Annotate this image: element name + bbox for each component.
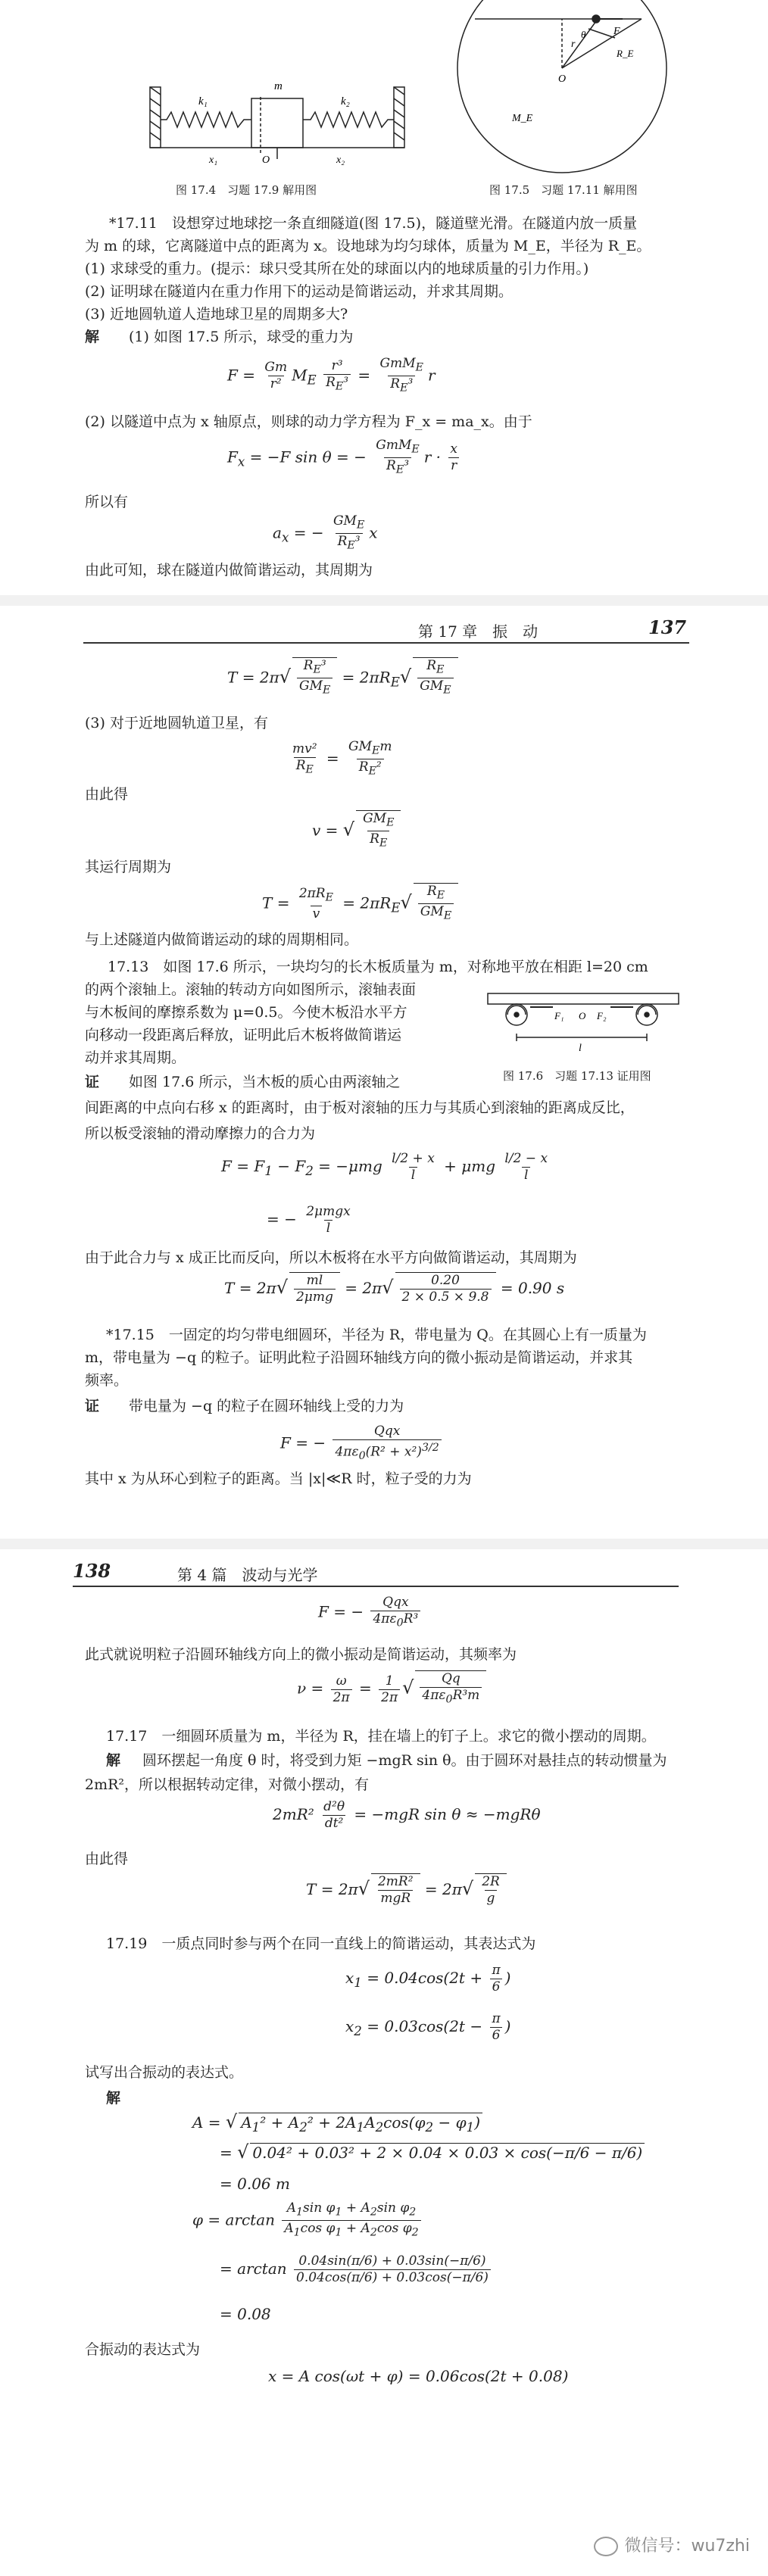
equation-ring-force: F = − $\frac{\text{Qqx}}{4\pi\varepsilon_0(R^2 + x^2)^{3/2}}$ [280,1424,444,1464]
page-section-1 [0,0,768,595]
equation-friction-result: = − $\frac{\text{2μmgx}}{l}$ [267,1204,351,1236]
label-m: m [274,80,283,92]
label-RE: R_E [617,48,634,59]
label-O: O [262,154,270,166]
proof-label-17-13: 证 [85,1074,100,1090]
problem-17-11-line4: (2) 证明球在隧道内在重力作用下的运动是简谐运动，并求其周期。 [85,283,513,300]
proof-label-17-15: 证 [85,1398,100,1414]
problem-17-13-line4: 向移动一段距离后释放，证明此后木板将做简谐运 [85,1027,402,1043]
proof-17-15-line2: 其中 x 为从环心到粒子的距离。当 |x|≪R 时，粒子受的力为 [85,1470,472,1487]
solution-label-17-19: 解 [106,2090,121,2107]
solution-17-19-line1: 合振动的表达式为 [85,2341,201,2358]
label-k2: k₂ [341,95,350,108]
label-x2: x₂ [336,154,345,166]
label-theta: θ [581,29,586,40]
equation-x2: $x_2 = 0.03\cos(2t$ − $\frac{\pi}{6}$ ) [345,2011,511,2043]
problem-17-15-line1: *17.15 一固定的均匀带电细圆环，半径为 R，带电量为 Q。在其圆心上有一质量为 [106,1327,647,1343]
proof-17-13-line2: 间距离的中点向右移 x 的距离时，由于板对滚轴的压力与其质心到滚轴的距离成反比， [85,1099,635,1116]
equation-friction-sum: $F = F_1 - F_2 = -\mu mg$ $\frac{l/2 + x}{l}$ + μmg $\frac{l/2 - x}{l}$ [221,1151,548,1183]
equation-ring-force-approx: F = − $\frac{\text{Qqx}}{4\pi\varepsilon_0R^3}$ [318,1595,423,1631]
proof-17-15-line1: 带电量为 −q 的粒子在圆环轴线上受的力为 [129,1398,404,1414]
equation-phase-values: = arctan $\frac{0.04\sin(\pi/6) + 0.03\sin(-\pi/6)}{0.04\cos(\pi/6) + 0.03\cos(-\pi/6)}$ [220,2253,493,2286]
solution-label: 解 [85,329,100,345]
page-section-2 [0,606,768,1539]
equation-velocity: v = √ $\frac{GM_E}{R_E}$ [312,810,401,852]
label-O-2: O [558,73,567,85]
solution-line4: 由此可知，球在隧道内做简谐运动，其周期为 [85,562,373,579]
part-title: 第 4 篇 波动与光学 [177,1566,318,1584]
page-number-137: 137 [648,616,687,638]
equation-amplitude-values: = √ 0.04² + 0.03² + 2 × 0.04 × 0.03 × cos(−π/6 − π/6) [220,2141,645,2163]
figure-caption-17-4: 图 17.4 习题 17.9 解用图 [176,183,317,197]
problem-17-11-line5: (3) 近地圆轨道人造地球卫星的周期多大? [85,306,348,323]
equation-rotation: 2mR² $\frac{\text{d²θ}}{\text{dt²}}$ = −mgR sin θ ≈ −mgRθ [273,1799,541,1831]
equation-period-ring: T = 2π√ $\frac{\text{2mR²}}{\text{mgR}}$ = 2π√ $\frac{2R}{g}$ [306,1873,507,1907]
label-ME: M_E [512,113,533,124]
page-separator-2 [0,1539,768,1549]
page-separator-1 [0,595,768,606]
equation-result: x = A cos(ωt + φ) = 0.06cos(2t + 0.08) [268,2367,569,2385]
satellite-line4: 与上述隧道内做简谐运动的球的周期相同。 [85,931,359,948]
equation-x1: $x_1 = 0.04\cos(2t$ + $\frac{\pi}{6}$ ) [345,1963,511,1994]
header-rule [83,642,689,644]
problem-17-13-line2: 的两个滚轴上。滚轴的转动方向如图所示，滚轴表面 [85,981,417,998]
wechat-icon [594,2537,618,2556]
equation-gravity: F = $\frac{Gm}{\text{r²}}$ $M_E$ $\frac{\text{r³}}{R_E^3}$ = $\frac{GmM_E}{R_E^3}$ r [227,356,436,397]
equation-frequency: ν = $\frac{\omega}{2\pi}$ = $\frac{1}{2\pi}$ √ $\frac{Qq}{4\pi\varepsilon_0R^3m}$ [297,1670,486,1707]
proof-17-13-line3: 所以板受滚轴的滑动摩擦力的合力为 [85,1125,316,1142]
problem-17-19-line2: 试写出合振动的表达式。 [85,2064,244,2081]
proof-17-13-line1: 如图 17.6 所示，当木板的质心由两滚轴之 [129,1074,401,1090]
problem-17-17-line1: 17.17 一细圆环质量为 m，半径为 R，挂在墙上的钉子上。求它的微小摆动的周期。 [106,1728,656,1745]
equation-phase: φ = arctan $\frac{A_1\sin \varphi_1 + A_2\sin \varphi_2}{A_1\cos \varphi_1 + A_2\cos \varphi_2}$ [192,2200,423,2241]
solution-label-17-17: 解 [106,1752,121,1769]
label-x1: x₁ [209,154,218,166]
problem-17-11-line2: 为 m 的球，它离隧道中点的距离为 x。设地球为均匀球体，质量为 M_E，半径为 R_E。 [85,238,651,254]
label-F1: F₁ [554,1010,564,1021]
spring-mass-figure [148,76,406,167]
earth-tunnel-figure [448,0,668,179]
equation-amplitude: A = √ $A_1^2 + A_2^2 + 2A_1A_2\cos(\varphi_2 - \varphi_1)$ [192,2111,482,2135]
equation-period-tunnel: T = 2π√ $\frac{R_E^3}{GM_E}$ = $2\pi R_E√$ $\frac{R_E}{GM_E}$ [227,657,458,699]
roller-board-figure [485,977,682,1060]
watermark-text: 微信号：wu7zhi [624,2537,750,2556]
equation-period-satellite: T = $\frac{2\pi R_E}{v}$ = $2\pi R_E√$ $\frac{R_E}{GM_E}$ [262,883,458,925]
solution-line2: (2) 以隧道中点为 x 轴原点，则球的动力学方程为 F_x = ma_x。由于 [85,413,532,430]
problem-17-13-line5: 动并求其周期。 [85,1049,186,1066]
solution-17-17-line3: 由此得 [85,1851,129,1867]
header-rule-2 [73,1586,679,1587]
page-section-3 [0,1549,768,2576]
satellite-line2: 由此得 [85,786,129,803]
wechat-watermark [594,2533,750,2556]
problem-17-15-line3: 频率。 [85,1372,129,1389]
satellite-line1: (3) 对于近地圆轨道卫星，有 [85,715,268,731]
solution-line1: (1) 如图 17.5 所示，球受的重力为 [129,329,354,345]
solution-17-17-line1: 圆环摆起一角度 θ 时，将受到力矩 −mgR sin θ。由于圆环对悬挂点的转动惯量为 [142,1752,667,1769]
solution-17-17-line2: 2mR²，所以根据转动定律，对微小摆动，有 [85,1776,370,1793]
figure-caption-17-5: 图 17.5 习题 17.11 解用图 [489,183,638,197]
label-F: F [613,26,620,37]
problem-17-15-line2: m，带电量为 −q 的粒子。证明此粒子沿圆环轴线方向的微小振动是简谐运动，并求其 [85,1349,633,1366]
label-O-3: O [579,1010,586,1021]
satellite-line3: 其运行周期为 [85,859,172,875]
problem-17-11-line1: *17.11 设想穿过地球挖一条直细隧道(图 17.5)，隧道壁光滑。在隧道内放一质量 [109,215,638,232]
label-F2: F₂ [597,1010,607,1021]
figure-caption-17-6: 图 17.6 习题 17.13 证用图 [503,1069,651,1083]
proof-17-13-line4: 由于此合力与 x 成正比而反向，所以木板将在水平方向做简谐运动，其周期为 [85,1249,577,1266]
problem-17-11-line3: (1) 求球受的重力。(提示：球只受其所在处的球面以内的地球质量的引力作用。) [85,260,589,277]
label-l: l [579,1043,582,1054]
solution-line3: 所以有 [85,494,129,510]
equation-period-board: T = 2π√ $\frac{ml}{\text{2μmg}}$ = 2π√ $\frac{0.20}{2 \times 0.5 \times 9.8}$ = 0.90 s [224,1273,565,1305]
problem-17-13-line1: 17.13 如图 17.6 所示，一块均匀的长木板质量为 m，对称地平放在相距 l=20 cm [108,959,648,975]
equation-acceleration: $a_x$ = − $\frac{GM_E}{R_E^3}$ x [273,513,378,554]
page-number-138: 138 [73,1560,111,1582]
problem-17-13-line3: 与木板间的摩擦系数为 μ=0.5。今使木板沿水平方 [85,1004,407,1021]
chapter-title: 第 17 章 振 动 [418,622,539,641]
label-r: r [571,39,576,50]
equation-amplitude-result: = 0.06 m [220,2175,290,2193]
ring-line1: 此式就说明粒子沿圆环轴线方向上的微小振动是简谐运动，其频率为 [85,1646,517,1663]
problem-17-19-line1: 17.19 一质点同时参与两个在同一直线上的简谐运动，其表达式为 [106,1935,536,1952]
equation-satellite: $\frac{\text{mv²}}{R_E}$ = $\frac{GM_Em}{R_E^2}$ [288,739,397,780]
equation-force-x: $F_x = -F$ sin θ = − $\frac{GmM_E}{R_E^3}$ r · $\frac{x}{r}$ [227,438,462,479]
label-k1: k₁ [198,95,208,108]
equation-phase-result: = 0.08 [220,2305,271,2323]
